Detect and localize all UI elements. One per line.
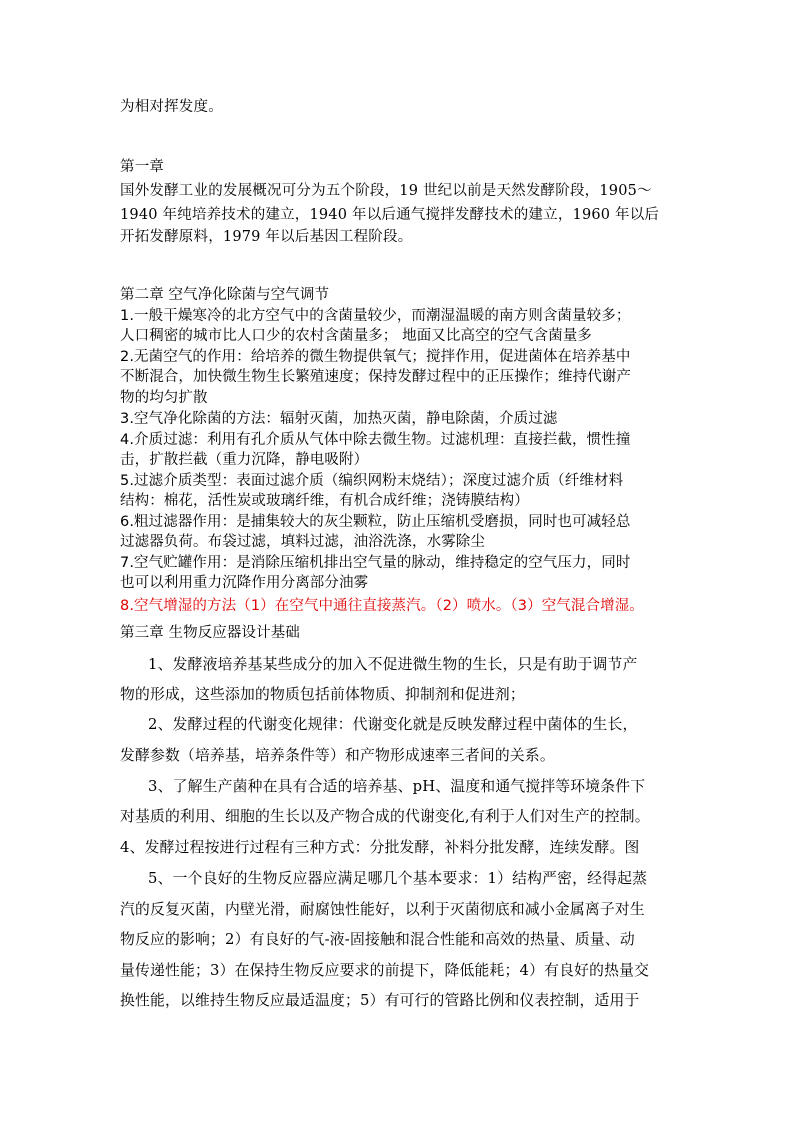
chapter-3-line: 对基质的利用、细胞的生长以及产物合成的代谢变化,有利于人们对生产的控制。 <box>120 808 650 825</box>
chapter-2-line: 4.介质过滤：利用有孔介质从气体中除去微生物。过滤机理：直接拦截，惯性撞 <box>120 432 631 448</box>
chapter-3-line: 汽的反复灭菌，内壁光滑，耐腐蚀性能好，以利于灭菌彻底和减小金属离子对生 <box>120 901 645 918</box>
chapter-2-line: 不断混合，加快微生物生长繁殖速度；保持发酵过程中的正压操作；维持代谢产 <box>120 369 631 385</box>
chapter-2-line: 7.空气贮罐作用：是消除压缩机排出空气量的脉动，维持稳定的空气压力，同时 <box>120 555 631 571</box>
chapter-3-line: 换性能，以维持生物反应最适温度；5）有可行的管路比例和仪表控制，适用于 <box>120 992 640 1009</box>
chapter-1-line: 1940 年纯培养技术的建立，1940 年以后通气搅拌发酵技术的建立，1960 年以后 <box>120 207 660 223</box>
chapter-3-line: 5、一个良好的生物反应器应满足哪几个基本要求：1）结构严密，经得起蒸 <box>148 870 648 887</box>
chapter-3-line: 4、发酵过程按进行过程有三种方式：分批发酵，补料分批发酵，连续发酵。图 <box>120 839 640 856</box>
chapter-3-line: 量传递性能；3）在保持生物反应要求的前提下，降低能耗；4）有良好的热量交 <box>120 962 650 979</box>
chapter-2-red-line: 8.空气增湿的方法（1）在空气中通往直接蒸汽。（2）喷水。（3）空气混合增湿。 <box>120 598 644 614</box>
chapter-1-line: 国外发酵工业的发展概况可分为五个阶段，19 世纪以前是天然发酵阶段，1905～ <box>120 183 652 199</box>
intro-line: 为相对挥发度。 <box>120 99 223 115</box>
chapter-3-line: 发酵参数（培养基，培养条件等）和产物形成速率三者间的关系。 <box>120 747 555 764</box>
chapter-2-line: 6.粗过滤器作用：是捕集较大的灰尘颗粒，防止压缩机受磨损，同时也可减轻总 <box>120 514 631 530</box>
chapter-2-line: 过滤器负荷。布袋过滤，填料过滤，油浴洗涤，水雾除尘 <box>120 534 485 550</box>
chapter-2-line: 结构：棉花，活性炭或玻璃纤维，有机合成纤维；浇铸膜结构） <box>120 493 529 509</box>
chapter-2-line: 人口稠密的城市比人口少的农村含菌量多； 地面又比高空的空气含菌量多 <box>120 328 592 344</box>
chapter-2-line: 1.一般干燥寒冷的北方空气中的含菌量较少，而潮湿温暖的南方则含菌量较多； <box>120 308 631 324</box>
chapter-1-line: 开拓发酵原料，1979 年以后基因工程阶段。 <box>120 229 413 245</box>
chapter-2-line: 物的均匀扩散 <box>120 390 208 406</box>
chapter-3-line: 物的形成，这些添加的物质包括前体物质、抑制剂和促进剂； <box>120 686 525 703</box>
chapter-3-heading: 第三章 生物反应器设计基础 <box>120 625 300 641</box>
chapter-3-line: 3、了解生产菌种在具有合适的培养基、pH、温度和通气搅拌等环境条件下 <box>148 778 646 795</box>
chapter-3-line: 2、发酵过程的代谢变化规律：代谢变化就是反映发酵过程中菌体的生长， <box>148 716 638 733</box>
chapter-2-line: 3.空气净化除菌的方法：辐射灭菌，加热灭菌，静电除菌，介质过滤 <box>120 411 558 427</box>
chapter-3-line: 物反应的影响；2）有良好的气-液-固接触和混合性能和高效的热量、质量、动 <box>120 931 635 948</box>
chapter-2-line: 也可以利用重力沉降作用分离部分油雾 <box>120 575 369 591</box>
chapter-3-line: 1、发酵液培养基某些成分的加入不促进微生物的生长，只是有助于调节产 <box>148 656 638 673</box>
chapter-1-heading: 第一章 <box>120 159 165 175</box>
chapter-2-line: 击，扩散拦截（重力沉降，静电吸附） <box>120 452 369 468</box>
chapter-2-line: 2.无菌空气的作用：给培养的微生物提供氧气；搅拌作用，促进菌体在培养基中 <box>120 349 631 365</box>
chapter-2-heading: 第二章 空气净化除菌与空气调节 <box>120 287 330 303</box>
chapter-2-line: 5.过滤介质类型：表面过滤介质（编织网粉末烧结）；深度过滤介质（纤维材料 <box>120 473 624 489</box>
